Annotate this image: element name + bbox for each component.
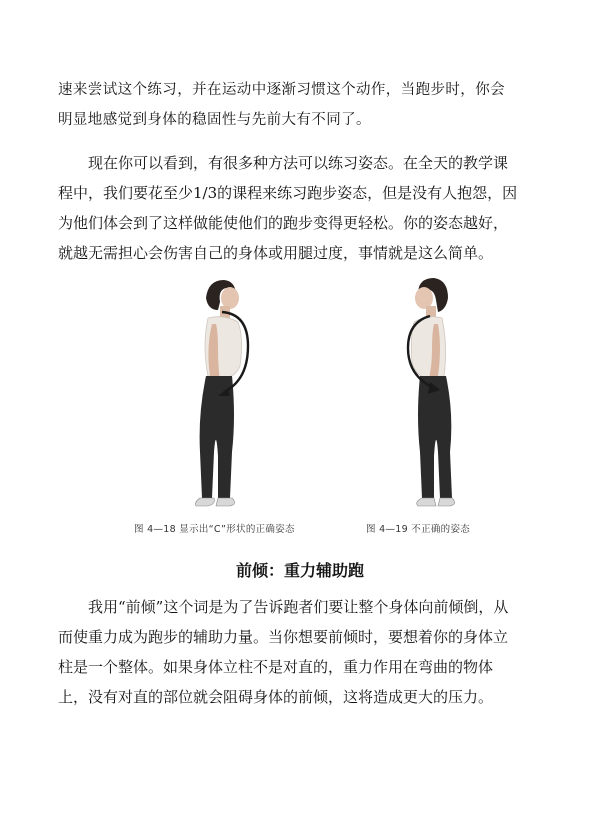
figure-caption-4-19: 图 4—19 不正确的姿态 xyxy=(366,524,471,535)
text-line: 现在你可以看到，有很多种方法可以练习姿态。在全天的教学课 xyxy=(88,154,509,172)
section-heading: 前倾：重力辅助跑 xyxy=(235,561,364,580)
text-line: 明显地感觉到身体的稳固性与先前大有不同了。 xyxy=(58,112,371,128)
body-paragraph-3 xyxy=(58,592,546,712)
body-paragraph-1 xyxy=(58,75,546,135)
text-line: 程中，我们要花至少1/3的课程来练习跑步姿态，但是没有人抱怨，因 xyxy=(58,184,518,202)
text-line: 而使重力成为跑步的辅助力量。当你想要前倾时，要想着你的身体立 xyxy=(58,628,509,646)
text-line: 我用“前倾”这个词是为了告诉跑者们要让整个身体向前倾倒，从 xyxy=(88,598,509,616)
text-line: 就越无需担心会伤害自己的身体或用腿过度，事情就是这么简单。 xyxy=(58,244,494,262)
woman-standing-photo xyxy=(178,276,298,514)
body-paragraph-2 xyxy=(58,148,546,268)
text-line: 为他们体会到了这样做能使他们的跑步变得更轻松。你的姿态越好， xyxy=(58,214,509,232)
text-line: 柱是一个整体。如果身体立柱不是对直的，重力作用在弯曲的物体 xyxy=(58,658,494,676)
figure-caption-4-18: 图 4—18 显示出“C”形状的正确姿态 xyxy=(134,524,295,535)
text-line: 上，没有对直的部位就会阻碍身体的前倾，这将造成更大的压力。 xyxy=(58,688,494,706)
figure-correct-posture xyxy=(178,276,298,514)
figure-incorrect-posture xyxy=(378,276,498,514)
text-line: 速来尝试这个练习，并在运动中逐渐习惯这个动作，当跑步时，你会 xyxy=(58,82,505,98)
woman-standing-photo xyxy=(378,276,498,514)
